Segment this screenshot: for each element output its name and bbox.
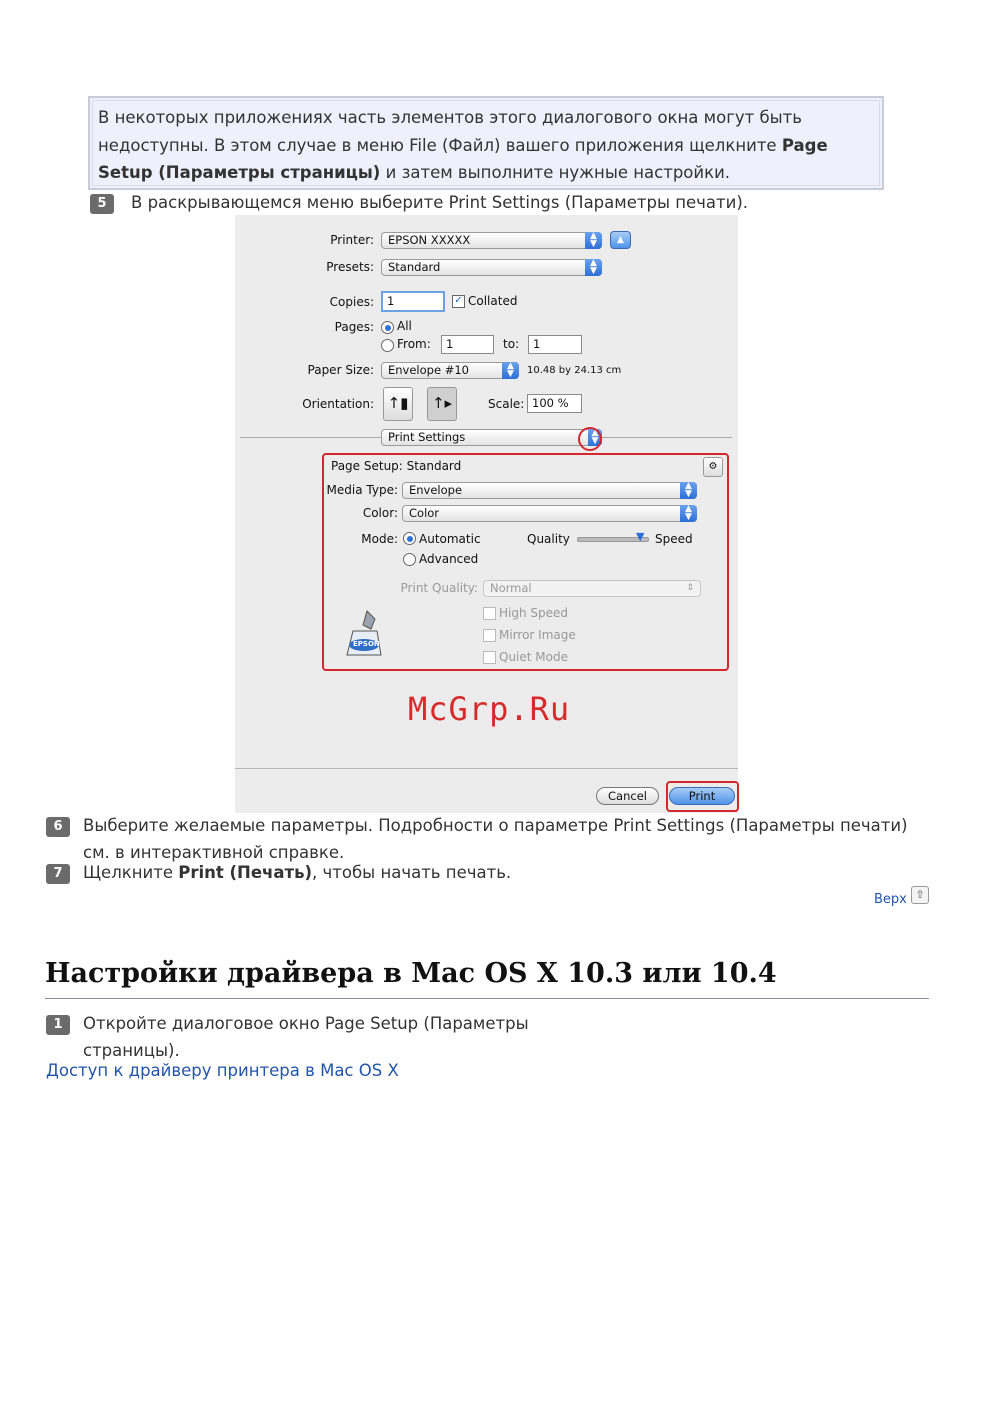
to-label: to: [503,337,520,351]
top-link[interactable]: Верх [874,892,907,907]
step-7-start: Щелкните [83,863,179,882]
note-bold-1: Page [781,135,828,155]
cancel-button[interactable]: Cancel [596,787,659,805]
step-7-text [83,859,511,886]
popup-arrows-icon: ▲ ▼ [585,259,602,276]
to-field[interactable]: 1 [528,335,582,354]
step-number-7: 7 [46,864,70,884]
step-7-end: , чтобы начать печать. [312,863,512,882]
page-setup-label-text: Page Setup: [331,459,403,473]
popup-arrows-icon: ▲ ▼ [588,429,602,446]
step-number-1: 1 [46,1015,70,1035]
step-6-text [83,812,908,866]
media-type-label: Media Type: [326,483,398,497]
step-1-line-1: Откройте диалоговое окно Page Setup (Параметры [83,1014,529,1033]
media-type-popup[interactable] [402,482,697,499]
speed-label: Speed [655,532,693,546]
popup-arrows-icon: ▲ ▼ [585,232,602,249]
collated-label: Collated [468,294,518,308]
from-label: From: [397,337,431,351]
copies-label: Copies: [329,295,374,309]
popup-arrows-icon: ⇕ [686,583,694,593]
color-popup[interactable] [402,505,697,522]
step-7-bold: Print (Печать) [178,863,313,882]
copies-field[interactable]: 1 [381,291,445,312]
paper-size-value: Envelope #10 [388,363,469,377]
note-bold-2: Setup (Параметры страницы) [98,163,381,182]
print-button[interactable]: Print [669,787,735,805]
step-1-line-2: страницы). [83,1041,180,1060]
mirror-image-checkbox[interactable] [483,629,496,642]
high-speed-checkbox[interactable] [483,607,496,620]
note-line-2: недоступны. В этом случае в меню File (Файл) вашего приложения щелкните [98,135,782,155]
arrow-up-icon[interactable]: ⇧ [911,886,929,904]
mode-advanced-radio[interactable] [403,553,416,566]
printer-label: Printer: [330,233,374,247]
quality-label: Quality [527,532,570,546]
step-number-6: 6 [46,817,70,837]
section-heading: Настройки драйвера в Mac OS X 10.3 или 10.4 [45,958,777,989]
mirror-image-label: Mirror Image [499,628,576,642]
collated-checkbox[interactable]: ✓ [452,295,465,308]
note-line-3: и затем выполните нужные настройки. [380,163,731,182]
panel-popup-highlight [578,427,602,451]
note-box [88,96,884,190]
note-text [98,104,878,187]
high-speed-label: High Speed [499,606,569,620]
paper-size-popup[interactable] [381,362,519,379]
step-number-5: 5 [90,194,114,214]
step-6-line-1: Выберите желаемые параметры. Подробности о параметре Print Settings (Параметры печати) [83,816,908,835]
orientation-portrait-icon[interactable]: ↑▮ [383,387,413,421]
paper-dims: 10.48 by 24.13 cm [527,365,622,376]
step-6-line-2: см. в интерактивной справке. [83,843,345,862]
from-field[interactable]: 1 [441,335,494,354]
print-button-highlight [666,781,739,812]
step-5-text: В раскрывающемся меню выберите Print Settings (Параметры печати). [131,193,749,212]
pages-all-radio[interactable] [381,321,394,334]
presets-popup[interactable] [381,259,602,276]
print-quality-label: Print Quality: [400,581,478,595]
slider-knob-icon[interactable]: ▼ [636,530,645,543]
color-value: Color [409,506,440,520]
presets-value: Standard [388,260,441,274]
driver-access-link[interactable]: Доступ к драйверу принтера в Mac OS X [46,1061,399,1080]
panel-popup[interactable] [381,429,602,446]
mode-automatic-radio[interactable] [403,532,416,545]
color-label: Color: [362,506,398,520]
printer-value: EPSON XXXXX [388,233,471,247]
all-label: All [397,319,412,333]
advanced-label: Advanced [419,552,479,566]
printer-popup[interactable] [381,232,602,249]
note-line-1: В некоторых приложениях часть элементов этого диалогового окна могут быть [98,108,803,127]
quiet-mode-label: Quiet Mode [499,650,568,664]
orientation-label: Orientation: [302,397,374,411]
quiet-mode-checkbox[interactable] [483,651,496,664]
popup-arrows-icon: ▲ ▼ [680,482,697,499]
popup-arrows-icon: ▲ ▼ [502,362,519,379]
mode-label: Mode: [361,532,398,546]
page-setup-label [331,459,461,473]
scale-field[interactable]: 100 % [527,394,582,413]
epson-logo-icon [343,609,385,657]
panel-value: Print Settings [388,430,466,444]
popup-arrows-icon: ▲ ▼ [680,505,697,522]
epson-logo-text: EPSON [353,640,380,648]
step-1-text [83,1010,529,1064]
scale-label: Scale: [488,397,525,411]
heading-rule [45,998,929,999]
presets-label: Presets: [326,260,374,274]
watermark: McGrp.Ru [408,690,571,728]
utility-icon[interactable]: ⚙ [703,457,723,477]
automatic-label: Automatic [419,532,481,546]
print-quality-popup[interactable] [483,580,701,597]
disclosure-button[interactable]: ▲ [610,231,631,249]
media-type-value: Envelope [409,483,463,497]
pages-from-radio[interactable] [381,339,394,352]
pages-label: Pages: [334,320,374,334]
bottom-separator [235,768,738,769]
paper-size-label: Paper Size: [307,363,374,377]
orientation-landscape-icon[interactable]: ↑▸ [427,387,457,421]
page-setup-value: Standard [406,459,462,473]
print-quality-value: Normal [490,581,532,595]
